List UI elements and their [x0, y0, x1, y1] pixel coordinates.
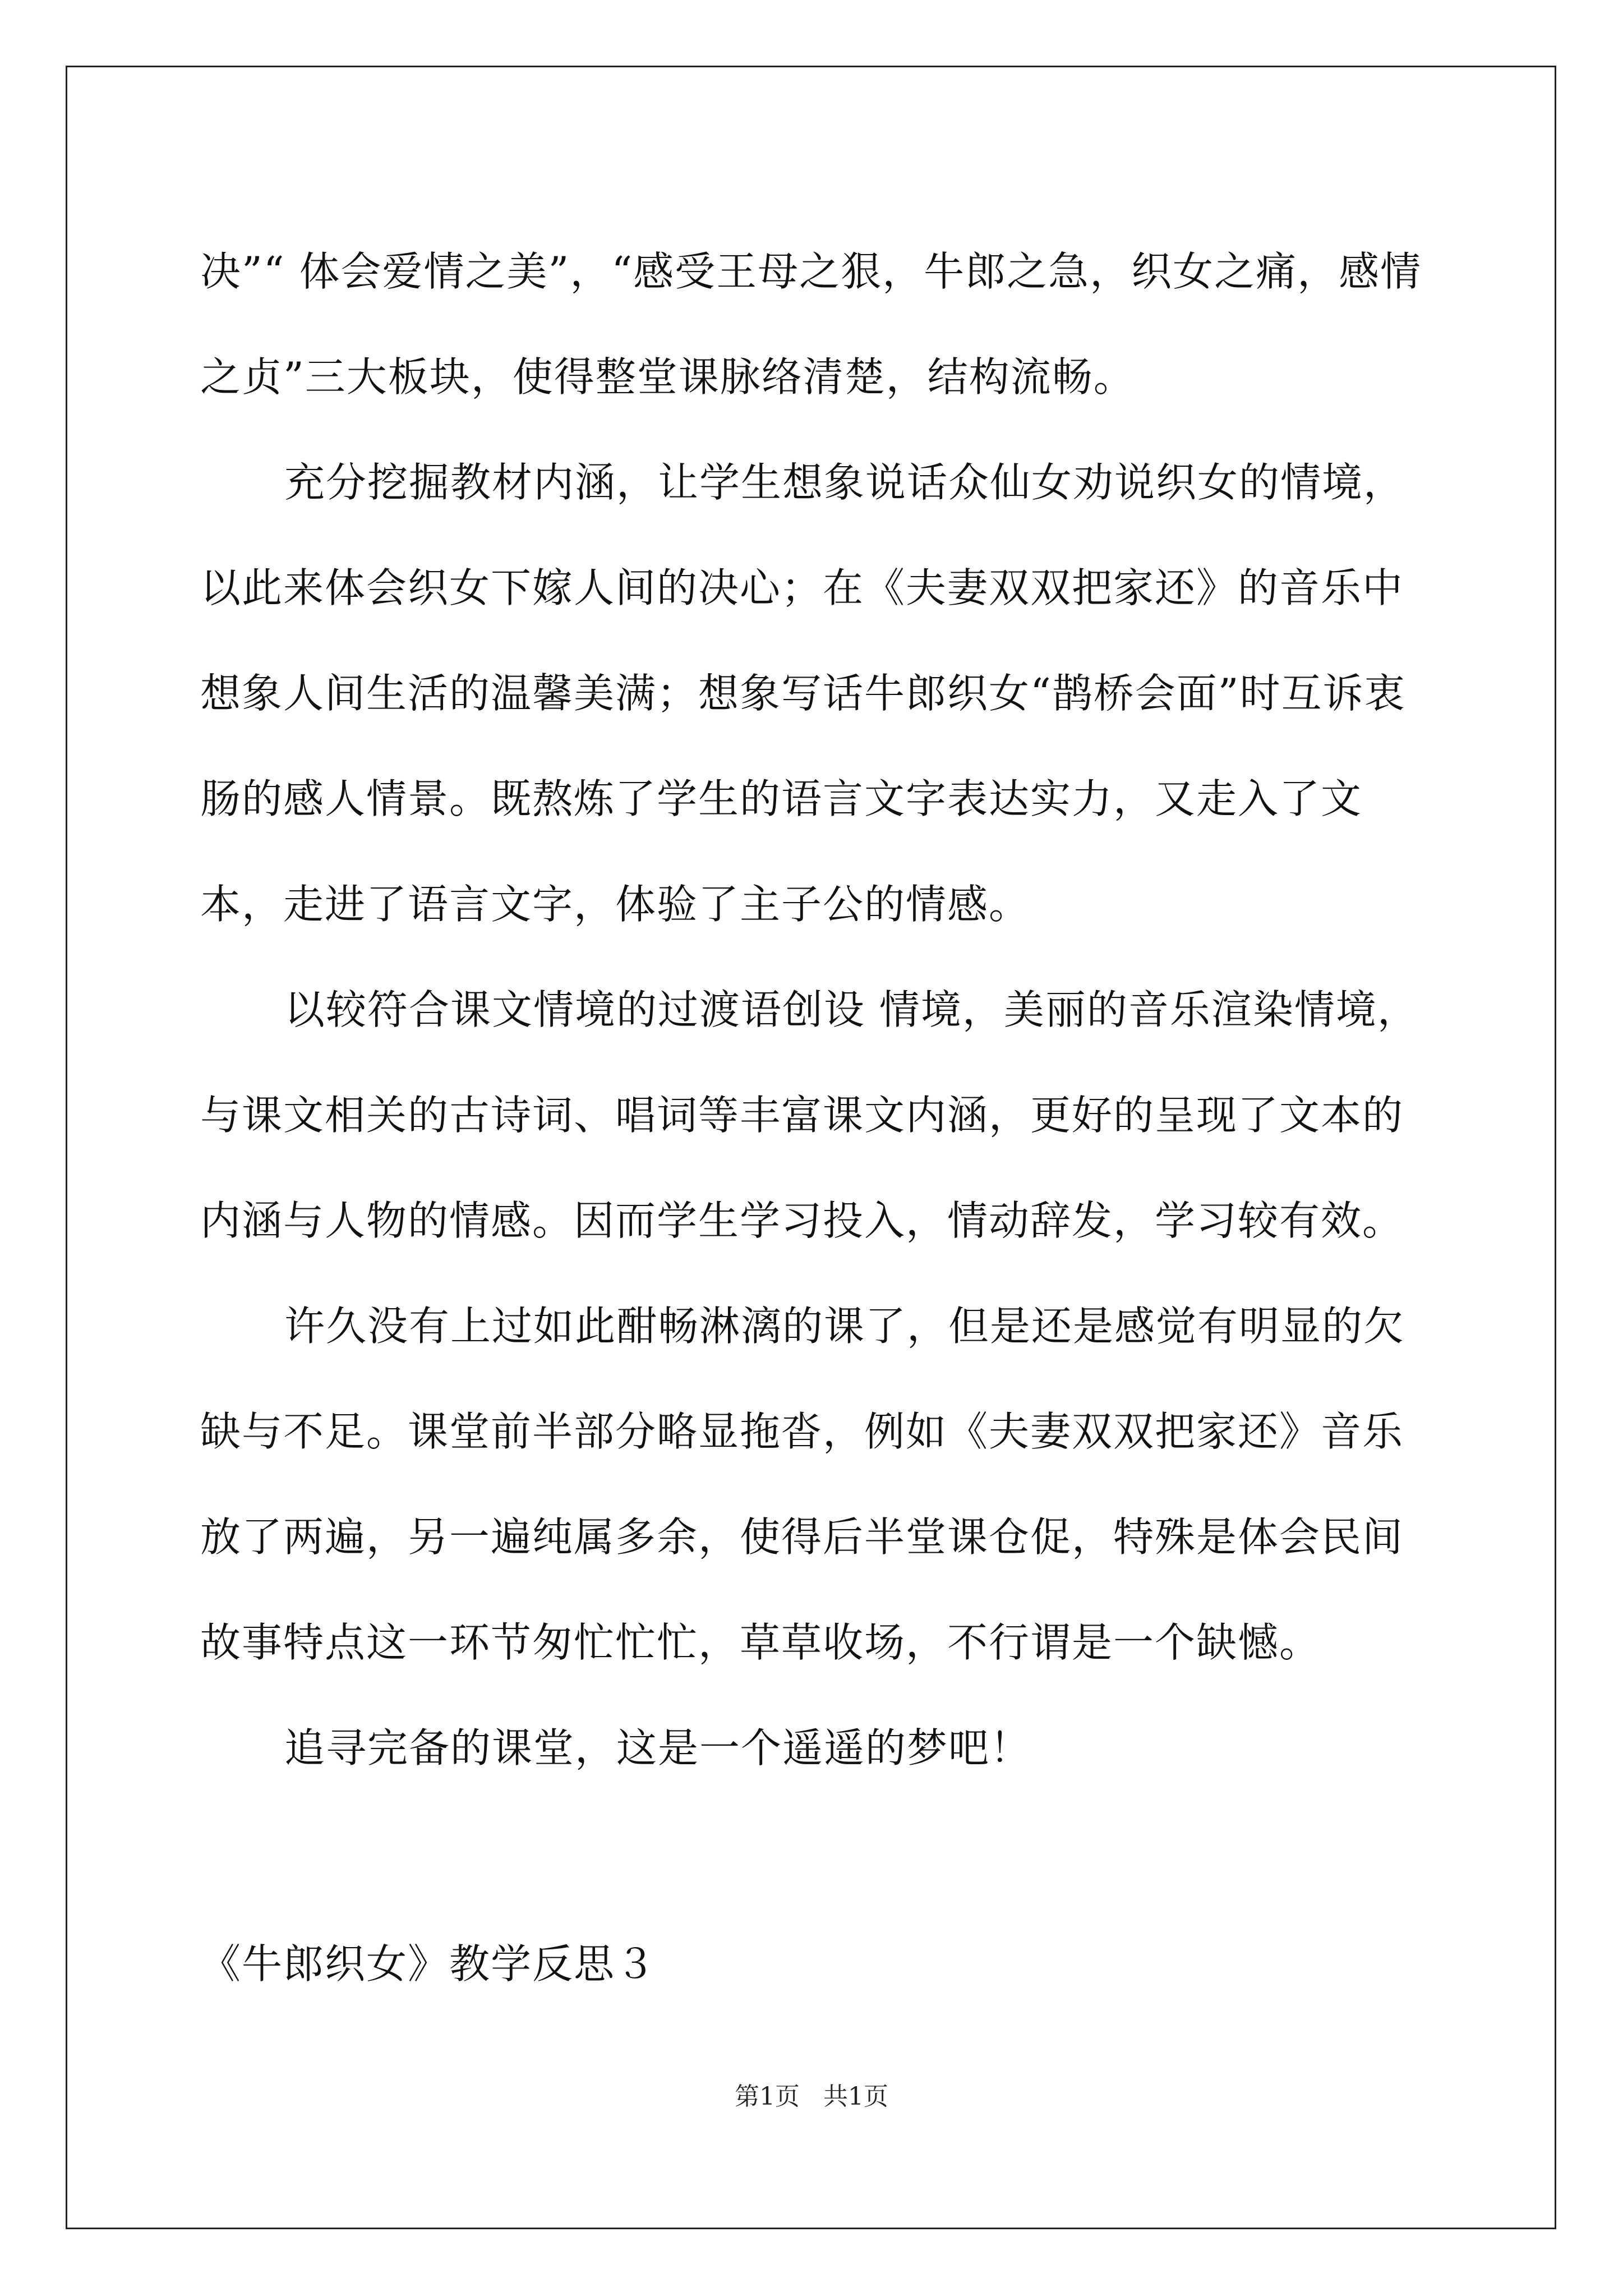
- paragraph-4: 许久没有上过如此酣畅淋漓的课了，但是还是感觉有明显的欠缺与不足。课堂前半部分略显拖沓，例如《夫妻双双把家还》音乐放了两遍，另一遍纯属多余，使得后半堂课仓促，特殊是体会民间故事特点这一环节匆忙忙忙，草草收场，不行谓是一个缺憾。: [200, 1303, 1405, 1666]
- page-footer: [0, 2080, 1623, 2114]
- paragraph-5: 追寻完备的课堂，这是一个遥遥的梦吧！: [284, 1724, 1032, 1772]
- document-body: [200, 219, 1423, 1801]
- page-total: 共1页: [823, 2082, 888, 2111]
- paragraph-2: 充分挖掘教材内涵，让学生想象说话众仙女劝说织女的情境，以此来体会织女下嫁人间的决心；在《夫妻双双把家还》的音乐中想象人间生活的温馨美满；想象写话牛郎织女“鹊桥会面”时互诉衷肠的感人情景。既熬炼了学生的语言文字表达实力，又走入了文本，走进了语言文字，体验了主子公的情感。: [200, 459, 1406, 928]
- page-number: 第1页: [735, 2082, 800, 2111]
- section-title: 《牛郎织女》教学反思３: [200, 1940, 657, 1987]
- paragraph-continuation: 决”“ 体会爱情之美”，“感受王母之狠，牛郎之急，织女之痛，感情之贞”三大板块，使得整堂课脉络清楚，结构流畅。: [200, 248, 1422, 401]
- paragraph-3: 以较符合课文情境的过渡语创设 情境，美丽的音乐渲染情境，与课文相关的古诗词、唱词等丰富课文内涵，更好的呈现了文本的内涵与人物的情感。因而学生学习投入，情动辞发，学习较有效。: [200, 986, 1419, 1244]
